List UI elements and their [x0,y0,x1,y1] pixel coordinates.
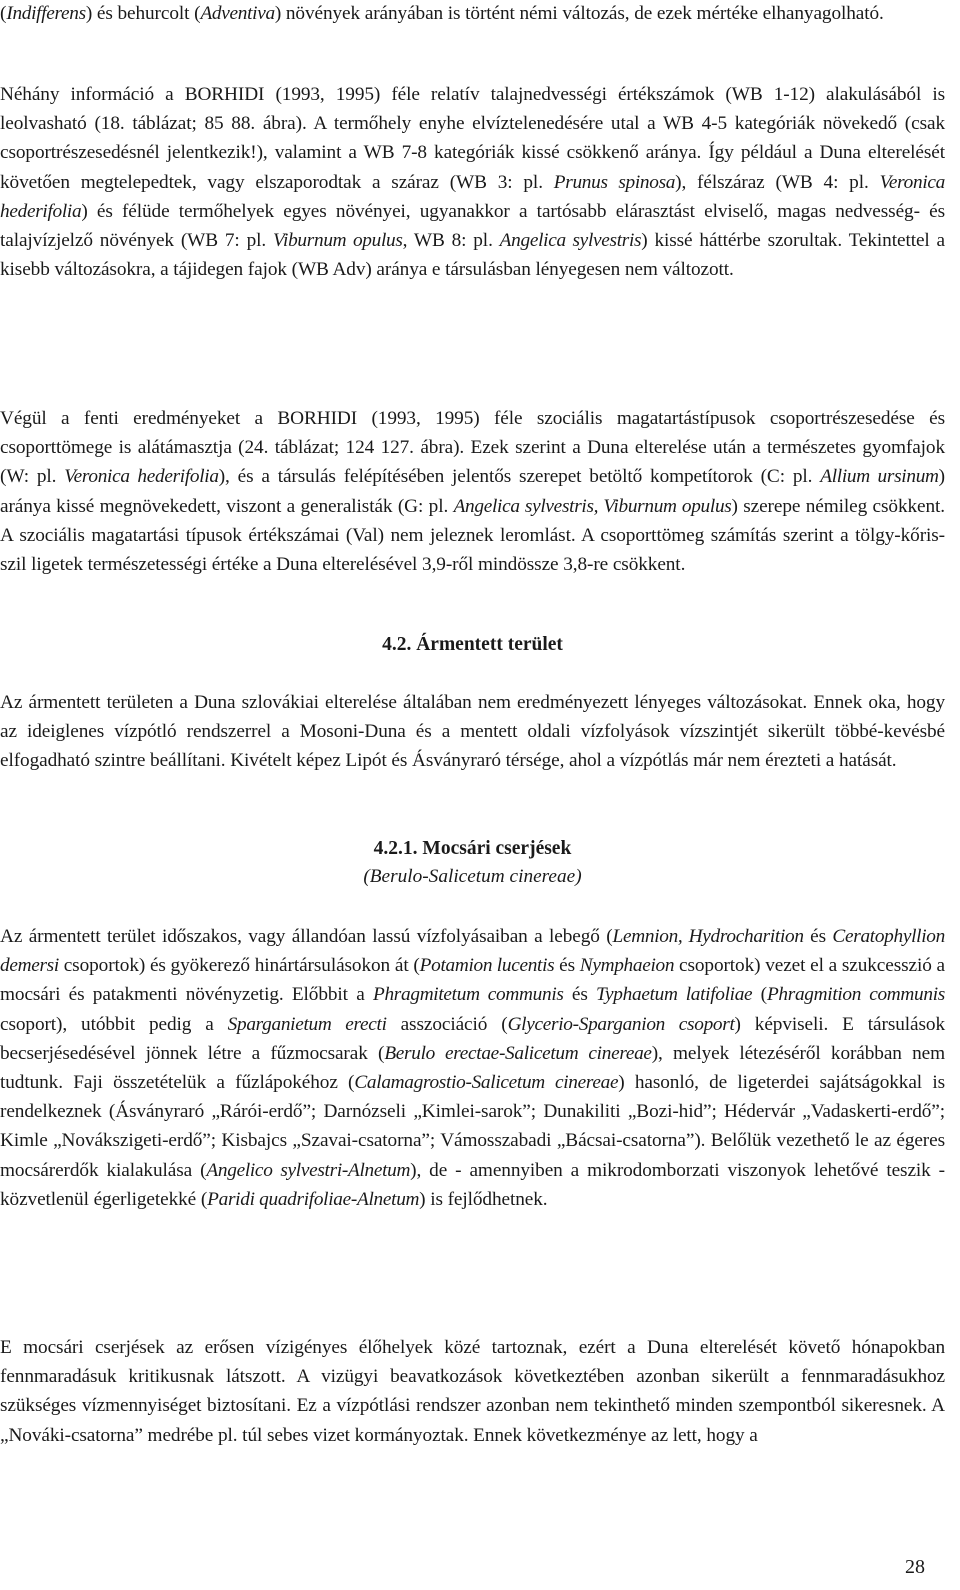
paragraph-2 [0,80,945,284]
paragraph-6 [0,1333,945,1450]
text-run: asszociáció ( [386,1013,508,1035]
paragraph-3 [0,404,945,579]
italic-term: Typhaetum latifoliae [596,984,753,1006]
italic-term: Adventiva [200,3,275,24]
text-run: és [563,984,597,1006]
text-run: ) kissé háttérbe szorultak. Tekintettel a kisebb változásokra, a tájidegen fajok (WB Adv) aránya e társulásban lényegesen nem változott. [0,230,946,281]
text-run: ) növények arányában is történt némi változás, de ezek mértéke elhanyagolható. [274,3,884,24]
italic-term: Phragmitetum communis [372,984,564,1006]
italic-term: Prunus spinosa [553,171,676,193]
text-run: és [803,926,833,947]
italic-term: Angelico sylvestri-Alnetum [206,1159,411,1181]
italic-term: Calamagrostio-Salicetum cinereae [354,1072,619,1094]
text-run: csoportok) és gyökerező hinártársulásokon át ( [58,955,420,977]
italic-term: Phragmition communis [766,984,945,1006]
italic-term: Berulo erectae-Salicetum cinereae [384,1042,652,1064]
italic-term: Viburnum opulus [272,230,403,252]
italic-term: Glycerio-Sparganion csoport [507,1013,735,1035]
text-run: ( [752,984,767,1006]
text-run: , WB 8: pl. [402,230,500,252]
text-run: Az ármentett terület időszakos, vagy állandóan lassú vízfolyásaiban a lebegő ( [0,926,613,947]
italic-term: Sparganietum erecti [227,1013,387,1035]
text-run: ), melyek létezéséről korábban nem tudtunk. Faji összetételük a fűzlápokéhoz ( [0,1042,945,1094]
italic-term: Veronica hederifolia [64,466,219,488]
text-run: Néhány információ a BORHIDI (1993, 1995) féle relatív talajnedvességi értékszámok (WB 1-12) alakulásából is leolvasható (18. táblázat; 85 88. ábra). A termőhely enyhe elvíztelenedésére utal a WB 4-5 kategóriák növekedő (csak csoportrészesedésnél jelentkezik!), valamint a WB 7-8 kategóriák kissé csökkenő aránya. Így például a Duna elterelését követően megtelepedtek, vagy elszaporodtak a száraz (WB 3: pl. [0,84,945,193]
text-run: ( [0,3,7,24]
text-run: ), de - amennyiben a mikrodomborzati viszonyok lehetővé teszik - közvetlenül égerligetekké ( [0,1159,946,1210]
italic-term: Potamion lucentis [419,955,555,977]
paragraph-1 [0,0,945,28]
italic-term: Ceratophyllion demersi [0,926,945,977]
italic-term: Paridi quadrifoliae-Alnetum [207,1188,420,1210]
italic-term: Indifferens [6,3,86,24]
text-run: Az ármentett területen a Duna szlovákiai elterelése általában nem eredményezett lényeges változásokat. Ennek oka, hogy az ideiglenes vízpótló rendszerrel a Mosoni-Duna és a mentett oldali vízfolyások vízszintjét sikerült többé-kevésbé elfogadható szintre beállítani. Kivételt képez Lipót és Ásványraró térsége, ahol a vízpótlás már nem érezteti a hatását. [0,692,945,772]
subsection-subtitle: (Berulo-Salicetum cinereae) [363,866,582,887]
text-run: ) aránya kissé megnövekedett, viszont a generalisták (G: pl. [0,466,945,517]
text-run: ), és a társulás felépítésében jelentős szerepet betöltő kompetítorok (C: pl. [218,466,821,488]
text-run: ) is fejlődhetnek. [419,1188,548,1210]
text-run: ) és félüde termőhelyek egyes növényei, ugyanakkor a tartósabb elárasztást elviselő, magas nedvesség- és talajvízjelző növények (WB 7: pl. [0,200,945,252]
italic-term: Veronica hederifolia [0,171,945,222]
italic-term: Allium ursinum [820,466,939,488]
text-run: ) képviseli. E társulások becserjésedésével jönnek létre a fűzmocsarak ( [0,1013,945,1064]
italic-term: Nymphaeion [579,955,675,977]
text-run: ), félszáraz (WB 4: pl. [675,171,880,193]
text-run: és [554,955,580,977]
italic-term: Angelica sylvestris, Viburnum opulus [453,495,732,517]
section-heading: 4.2. Ármentett terület [382,634,563,655]
text-run: csoportok) vezet el a szukcesszió a mocsári és patakmenti növényzetig. Előbbit a [0,955,945,1006]
subsection-heading: 4.2.1. Mocsári cserjések [373,838,572,859]
text-run: Végül a fenti eredményeket a BORHIDI (1993, 1995) féle szociális magatartástípusok csoportrészesedése és csoporttömege is alátámasztja (24. táblázat; 124 127. ábra). Ezek szerint a Duna elterelése után a természetes gyomfajok (W: pl. [0,408,945,488]
text-run: ) szerepe némileg csökkent. A szociális magatartási típusok értékszámai (Val) nem jeleznek leromlást. A csoporttömeg számítás szerint a tölgy-kőris-szil ligetek természetességi értéke a Duna elterelésével 3,9-ről mindössze 3,8-re csökkent. [0,495,946,576]
italic-term: Lemnion, Hydrocharition [612,926,804,947]
text-run: csoport), utóbbit pedig a [0,1013,228,1035]
paragraph-5 [0,922,945,1214]
page-number: 28 [905,1556,925,1578]
text-run: E mocsári cserjések az erősen vízigényes élőhelyek közé tartoznak, ezért a Duna elterelését követő hónapokban fennmaradásuk kritikusnak látszott. A vizügyi beavatkozások következtében azonban sikerült a fennmaradásukhoz szükséges vízmennyiséget biztosítani. Ez a vízpótlási rendszer azonban nem tekinthető minden szempontból sikeresnek. A „Nováki-csatorna” medrébe pl. túl sebes vizet kormányoztak. Ennek következménye az lett, hogy a [0,1337,945,1446]
paragraph-4 [0,688,945,776]
text-run: ) és behurcolt ( [85,3,201,24]
text-run: ) hasonló, de ligeterdei sajátságokkal is rendelkeznek (Ásványraró „Rárói-erdő”; Darnózseli „Kimlei-sarok”; Dunakiliti „Bozi-hid”; Hédervár „Vadaskerti-erdő”; Kimle „Novákszigeti-erdő”; Kisbajcs „Szavai-csatorna”; Vámosszabadi „Bácsai-csatorna”). Belőlük vezethető le az égeres mocsárerdők kialakulása ( [0,1072,945,1181]
italic-term: Angelica sylvestris [499,230,642,252]
